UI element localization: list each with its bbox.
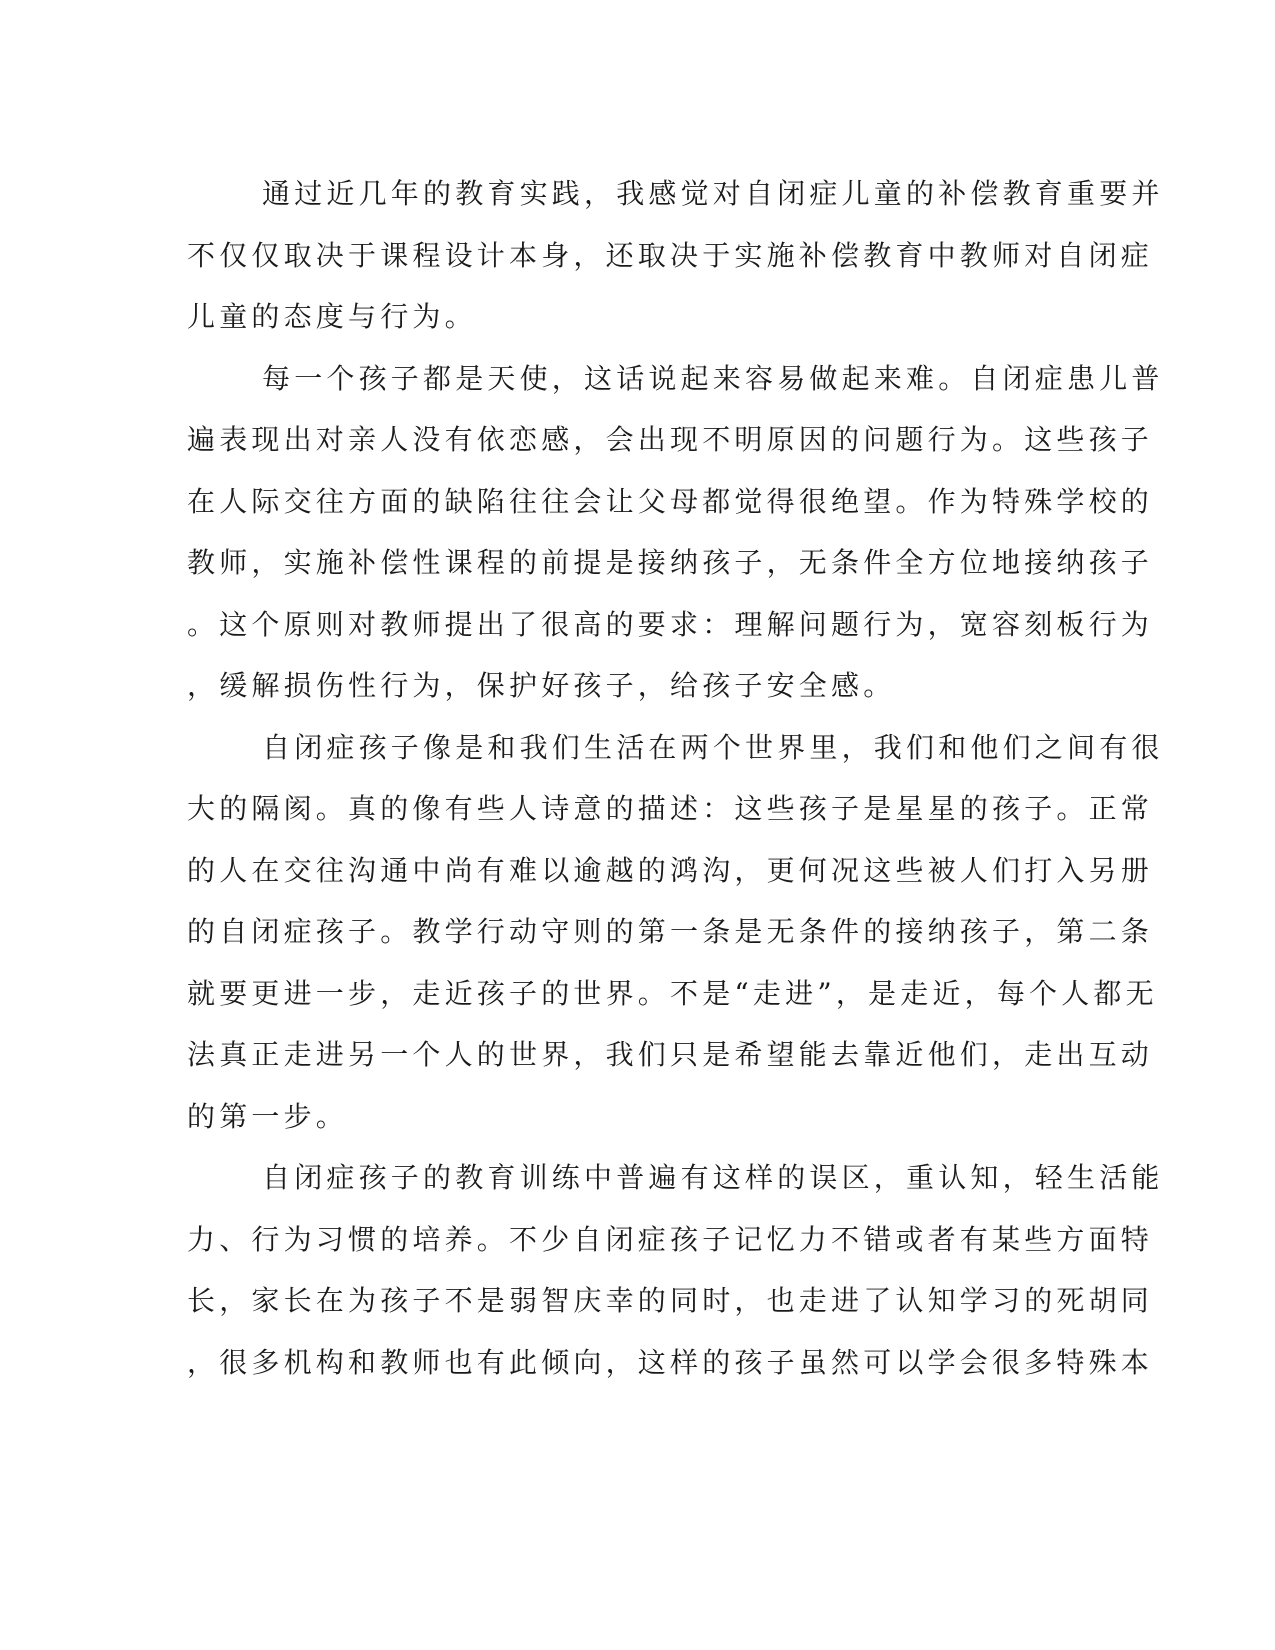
paragraph-line: 在人际交往方面的缺陷往往会让父母都觉得很绝望。作为特殊学校的 bbox=[187, 484, 1154, 518]
paragraph-line: 。这个原则对教师提出了很高的要求：理解问题行为，宽容刻板行为 bbox=[187, 607, 1154, 641]
body-text bbox=[187, 163, 1164, 1393]
paragraph-line: 每一个孩子都是天使，这话说起来容易做起来难。自闭症患儿普 bbox=[262, 361, 1164, 395]
paragraph-line: 不仅仅取决于课程设计本身，还取决于实施补偿教育中教师对自闭症 bbox=[187, 238, 1154, 272]
paragraph-line: 力、行为习惯的培养。不少自闭症孩子记忆力不错或者有某些方面特 bbox=[187, 1222, 1154, 1256]
paragraph-4 bbox=[187, 1147, 1164, 1393]
paragraph-line: 的人在交往沟通中尚有难以逾越的鸿沟，更何况这些被人们打入另册 bbox=[187, 853, 1154, 887]
paragraph-line: 自闭症孩子像是和我们生活在两个世界里，我们和他们之间有很 bbox=[262, 730, 1164, 764]
paragraph-line: ，很多机构和教师也有此倾向，这样的孩子虽然可以学会很多特殊本 bbox=[187, 1345, 1154, 1379]
paragraph-line: 教师，实施补偿性课程的前提是接纳孩子，无条件全方位地接纳孩子 bbox=[187, 546, 1154, 579]
paragraph-line: ，缓解损伤性行为，保护好孩子，给孩子安全感。 bbox=[187, 669, 896, 702]
paragraph-line: 通过近几年的教育实践，我感觉对自闭症儿童的补偿教育重要并 bbox=[262, 177, 1164, 210]
paragraph-1 bbox=[187, 163, 1164, 348]
paragraph-line: 的第一步。 bbox=[187, 1099, 349, 1133]
paragraph-line: 长，家长在为孩子不是弱智庆幸的同时，也走进了认知学习的死胡同 bbox=[187, 1284, 1154, 1317]
paragraph-line: 遍表现出对亲人没有依恋感，会出现不明原因的问题行为。这些孩子 bbox=[187, 423, 1154, 456]
paragraph-line: 就要更进一步，走近孩子的世界。不是“走进”，是走近，每个人都无 bbox=[187, 976, 1158, 1010]
paragraph-line: 大的隔阂。真的像有些人诗意的描述：这些孩子是星星的孩子。正常 bbox=[187, 792, 1154, 825]
paragraph-line: 的自闭症孩子。教学行动守则的第一条是无条件的接纳孩子，第二条 bbox=[187, 915, 1154, 948]
paragraph-line: 自闭症孩子的教育训练中普遍有这样的误区，重认知，轻生活能 bbox=[262, 1161, 1164, 1194]
paragraph-2 bbox=[187, 348, 1164, 717]
paragraph-line: 儿童的态度与行为。 bbox=[187, 300, 477, 333]
paragraph-line: 法真正走进另一个人的世界，我们只是希望能去靠近他们，走出互动 bbox=[187, 1038, 1154, 1071]
paragraph-3 bbox=[187, 717, 1164, 1148]
